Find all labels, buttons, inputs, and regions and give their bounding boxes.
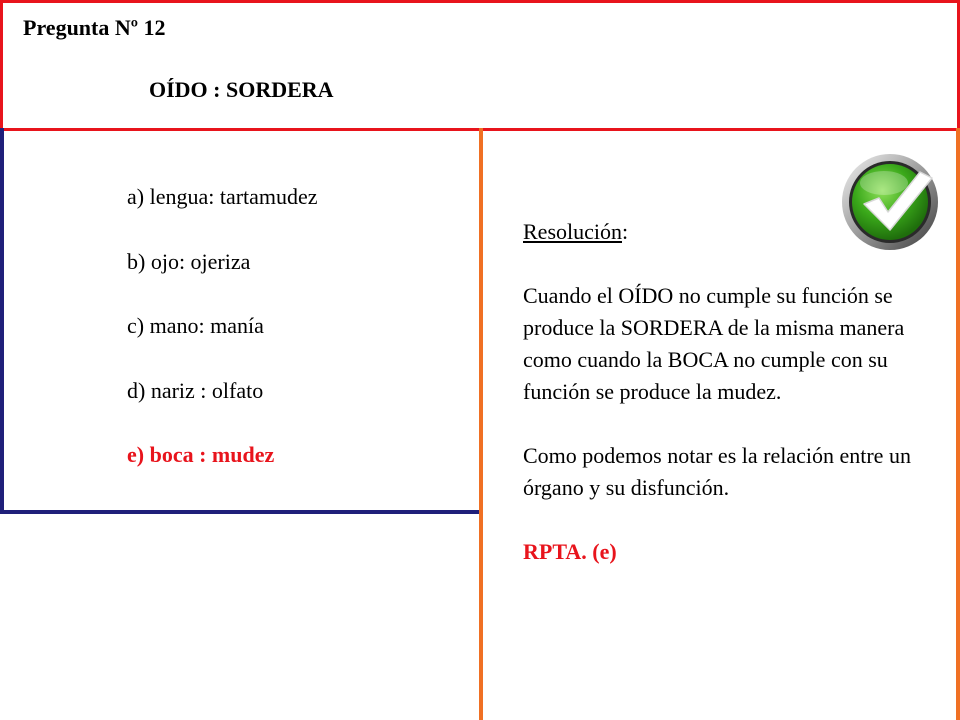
resolution-title-colon: : [622,219,629,244]
option-b: b) ojo: ojeriza [127,248,251,274]
option-c: c) mano: manía [127,313,264,338]
resolution-paragraph-1: Cuando el OÍDO no cumple su función se produce la SORDERA de la misma manera como cuando la BOCA no cumple con su función se produce la mudez. [523,283,905,404]
option-e-correct: e) boca : mudez [127,442,275,467]
resolution-heading [523,216,933,248]
option-d: d) nariz : olfato [127,377,264,403]
resolution-text [523,216,933,568]
analogy-premise: OÍDO : SORDERA [149,77,334,102]
question-number: Pregunta Nº 12 [23,15,166,40]
options-list [127,182,318,505]
resolution-title: Resolución [523,219,622,244]
answer-label: RPTA. (e) [523,539,617,564]
question-header [0,0,960,131]
resolution-paragraph-2: Como podemos notar es la relación entre un órgano y su disfunción. [523,443,911,500]
option-a: a) lengua: tartamudez [127,184,318,209]
